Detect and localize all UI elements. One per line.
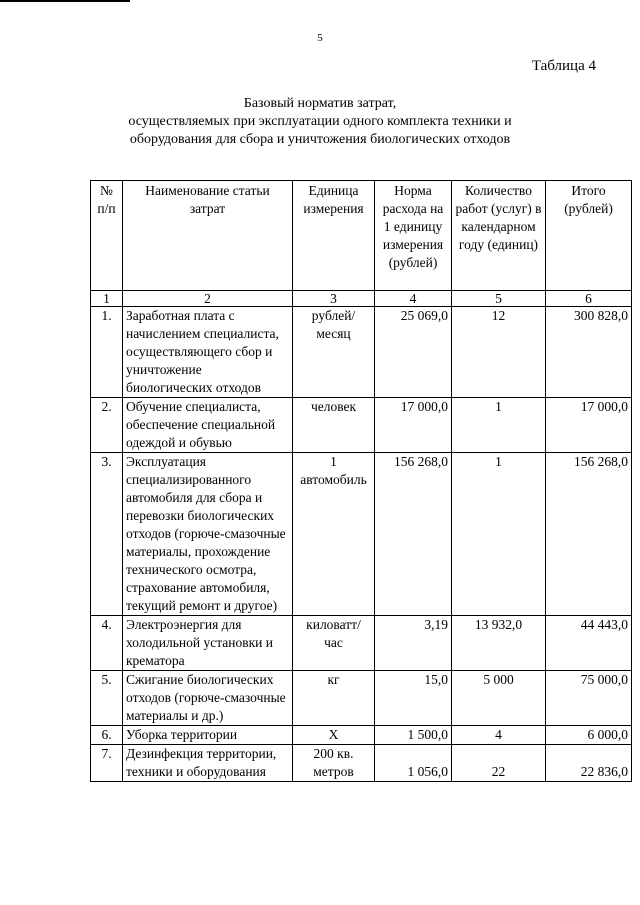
col-number: 2	[123, 291, 293, 307]
row-qty: 5 000	[452, 671, 546, 726]
row-qty: 1	[452, 398, 546, 453]
col-number: 5	[452, 291, 546, 307]
row-norm: 17 000,0	[375, 398, 452, 453]
row-total: 300 828,0	[546, 307, 632, 398]
table-row	[91, 453, 632, 616]
row-qty: 1	[452, 453, 546, 616]
row-unit: 1 автомобиль	[293, 453, 375, 616]
row-num: 1.	[91, 307, 123, 398]
row-num: 2.	[91, 398, 123, 453]
col-number: 6	[546, 291, 632, 307]
row-num: 4.	[91, 616, 123, 671]
row-total: 17 000,0	[546, 398, 632, 453]
header-row	[91, 181, 632, 291]
table-row	[91, 307, 632, 398]
row-name: Дезинфекция территории, техники и оборудования	[123, 745, 293, 782]
row-num: 3.	[91, 453, 123, 616]
row-name: Сжигание биологических отходов (горюче-смазочные материалы и др.)	[123, 671, 293, 726]
row-total: 44 443,0	[546, 616, 632, 671]
row-unit: человек	[293, 398, 375, 453]
column-number-row	[91, 291, 632, 307]
row-total: 156 268,0	[546, 453, 632, 616]
header-norm: Норма расхода на 1 единицу измерения (рублей)	[375, 181, 452, 291]
row-norm: 156 268,0	[375, 453, 452, 616]
col-number: 3	[293, 291, 375, 307]
row-norm: 3,19	[375, 616, 452, 671]
table-row	[91, 616, 632, 671]
table-row	[91, 726, 632, 745]
row-unit: Х	[293, 726, 375, 745]
title-line-3: оборудования для сбора и уничтожения биологических отходов	[129, 132, 511, 147]
row-unit: 200 кв. метров	[293, 745, 375, 782]
row-qty: 12	[452, 307, 546, 398]
col-number: 1	[91, 291, 123, 307]
top-rule	[0, 0, 130, 2]
row-name: Заработная плата с начислением специалиста, осуществляющего сбор и уничтожение биологических отходов	[123, 307, 293, 398]
header-qty: Количество работ (услуг) в календарном году (единиц)	[452, 181, 546, 291]
row-qty: 4	[452, 726, 546, 745]
row-norm: 25 069,0	[375, 307, 452, 398]
row-norm: 1 056,0	[375, 745, 452, 782]
row-unit: киловатт/ час	[293, 616, 375, 671]
row-num: 6.	[91, 726, 123, 745]
title-line-2: осуществляемых при эксплуатации одного комплекта техники и	[128, 114, 512, 129]
row-qty: 22	[452, 745, 546, 782]
document-title	[0, 95, 640, 149]
row-norm: 15,0	[375, 671, 452, 726]
row-norm: 1 500,0	[375, 726, 452, 745]
row-name: Эксплуатация специализированного автомобиля для сбора и перевозки биологических отходов (горюче-смазочные материалы, прохождение технического осмотра, страхование автомобиля, текущий ремонт и другое)	[123, 453, 293, 616]
table-row	[91, 671, 632, 726]
col-number: 4	[375, 291, 452, 307]
row-qty: 13 932,0	[452, 616, 546, 671]
row-name: Уборка территории	[123, 726, 293, 745]
row-unit: рублей/ месяц	[293, 307, 375, 398]
row-num: 5.	[91, 671, 123, 726]
header-name: Наименование статьи затрат	[123, 181, 293, 291]
header-total: Итого (рублей)	[546, 181, 632, 291]
row-total: 22 836,0	[546, 745, 632, 782]
table-row	[91, 398, 632, 453]
header-unit: Единица измерения	[293, 181, 375, 291]
row-name: Обучение специалиста, обеспечение специальной одеждой и обувью	[123, 398, 293, 453]
row-total: 75 000,0	[546, 671, 632, 726]
title-line-1: Базовый норматив затрат,	[243, 96, 397, 111]
table-row	[91, 745, 632, 782]
row-name: Электроэнергия для холодильной установки и крематора	[123, 616, 293, 671]
cost-table	[90, 180, 632, 782]
row-total: 6 000,0	[546, 726, 632, 745]
row-unit: кг	[293, 671, 375, 726]
table-label: Таблица 4	[531, 58, 596, 74]
header-num: № п/п	[91, 181, 123, 291]
page-number: 5	[317, 32, 323, 44]
row-num: 7.	[91, 745, 123, 782]
